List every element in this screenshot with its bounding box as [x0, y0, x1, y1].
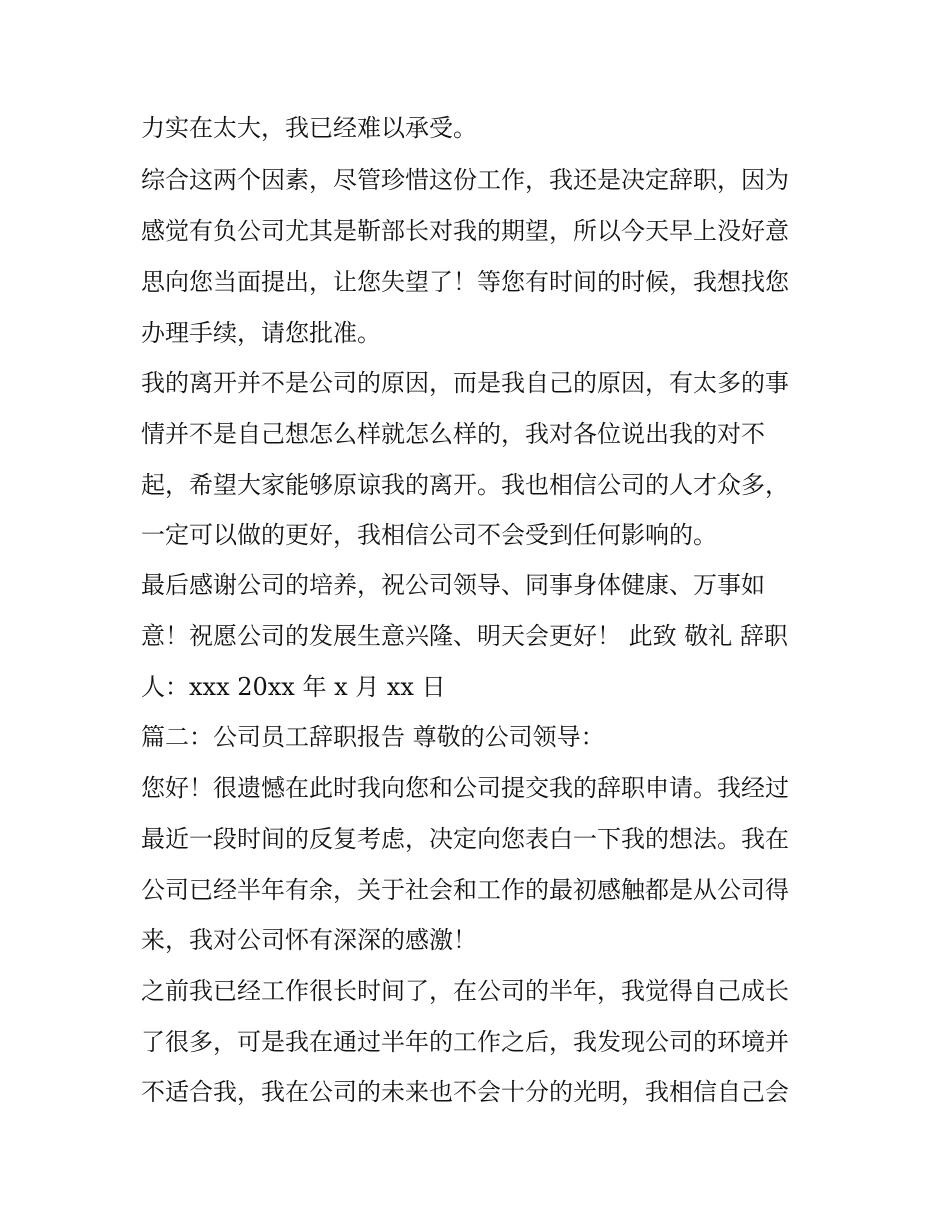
text-line: 感觉有负公司尤其是靳部长对我的期望，所以今天早上没好意	[141, 217, 789, 245]
text-line: 您好！很遗憾在此时我向您和公司提交我的辞职申请。我经过	[141, 774, 789, 802]
text-line: 最近一段时间的反复考虑，决定向您表白一下我的想法。我在	[141, 825, 789, 853]
text-line: 我的离开并不是公司的原因，而是我自己的原因，有太多的事	[141, 369, 789, 397]
text-line: 来，我对公司怀有深深的感激！	[141, 926, 477, 954]
text-line: 之前我已经工作很长时间了，在公司的半年，我觉得自己成长	[141, 977, 789, 1005]
text-line: 不适合我，我在公司的未来也不会十分的光明，我相信自己会	[141, 1078, 789, 1106]
text-line: 思向您当面提出，让您失望了！等您有时间的时候，我想找您	[141, 268, 789, 296]
text-line: 了很多，可是我在通过半年的工作之后，我发现公司的环境并	[141, 1028, 789, 1056]
text-line: 公司已经半年有余，关于社会和工作的最初感触都是从公司得	[141, 876, 789, 904]
text-line: 一定可以做的更好，我相信公司不会受到任何影响的。	[141, 521, 717, 549]
text-line: 意！祝愿公司的发展生意兴隆、明天会更好！ 此致 敬礼 辞职	[141, 622, 788, 650]
text-line: 最后感谢公司的培养，祝公司领导、同事身体健康、万事如	[141, 571, 765, 599]
text-line: 力实在太大，我已经难以承受。	[141, 114, 477, 142]
text-line: 人：xxx 20xx 年 x 月 xx 日	[141, 673, 446, 701]
text-line: 起，希望大家能够原谅我的离开。我也相信公司的人才众多，	[141, 471, 789, 499]
text-line: 篇二：公司员工辞职报告 尊敬的公司领导：	[141, 723, 605, 751]
text-line: 办理手续，请您批准。	[141, 319, 381, 347]
text-line: 综合这两个因素，尽管珍惜这份工作，我还是决定辞职，因为	[141, 166, 789, 194]
text-line: 情并不是自己想怎么样就怎么样的，我对各位说出我的对不	[141, 420, 765, 448]
